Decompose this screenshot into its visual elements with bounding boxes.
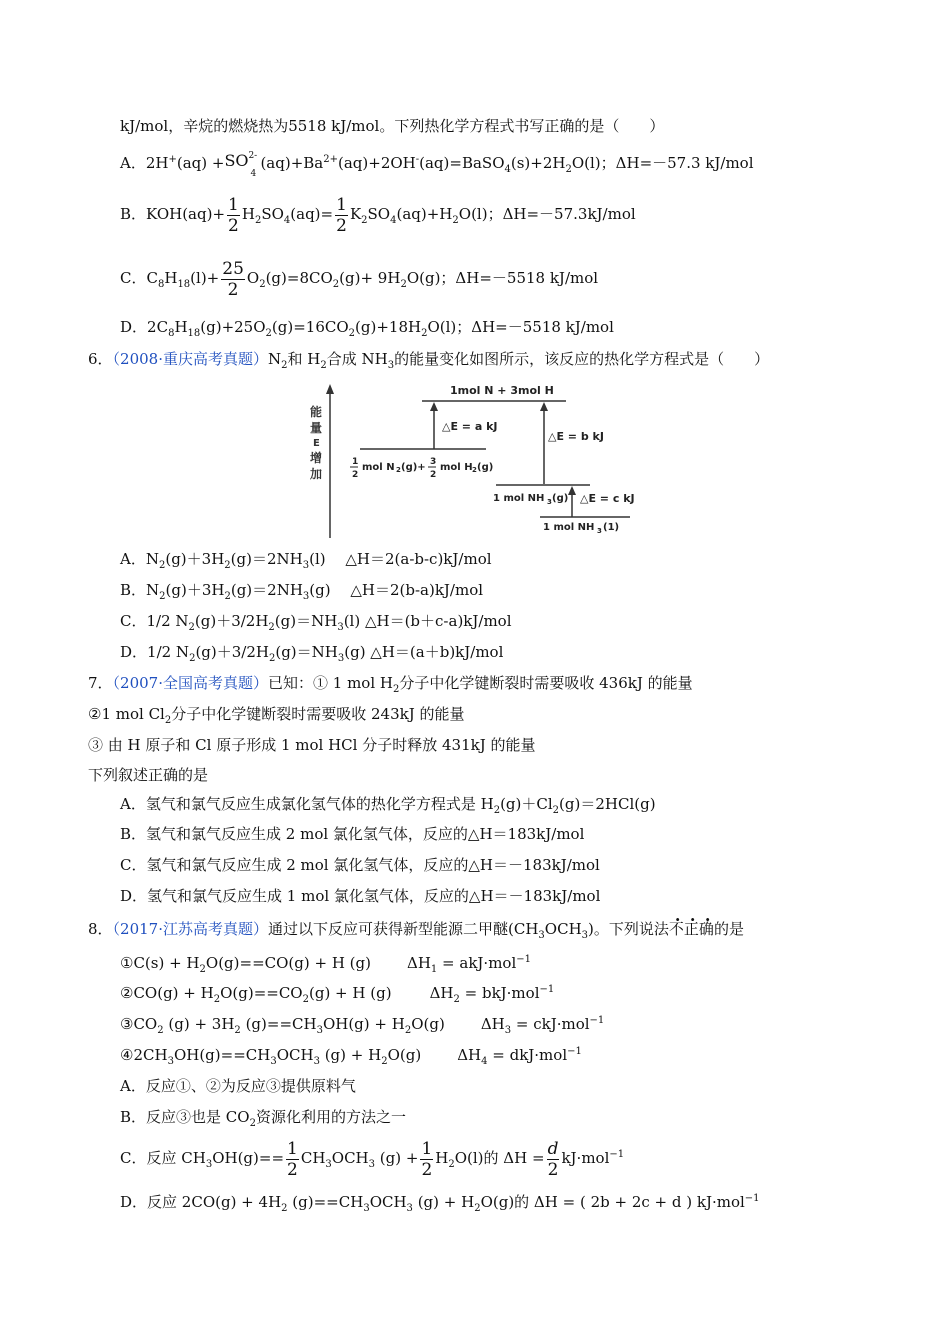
q7-option-a[interactable]: A．氢气和氯气反应生成氯化氢气体的热化学方程式是 $H_2(g)+Cl_2(g)=2HCl(g)$ [120,795,656,816]
q7-line-4: 下列叙述正确的是 [88,766,209,784]
svg-text:2: 2 [472,466,477,474]
q8-option-a[interactable]: A．反应①、②为反应③提供原料气 [120,1077,356,1095]
svg-text:2: 2 [396,466,401,474]
q8-option-b[interactable]: B．反应③也是 $CO_2$资源化利用的方法之一 [120,1108,406,1129]
q6-option-d[interactable]: D．1/2 $N_2(g)+3/2H_2(g)=NH_3(g)$ △H＝(a＋b)kJ/mol [120,643,504,664]
q6-option-a[interactable]: A．$N_2(g)+3H_2(g)=2NH_3(l)$ △H＝2(a-b-c)kJ/mol [120,550,492,571]
q8-reaction-3: $③CO_2$ $(g) + 3H_2$ $(g)==CH_3OH(g) + H_2O(g) \Delta H_3 = ckJ\cdot mol^{-1}$ [120,1015,605,1036]
q5-option-d[interactable]: D．$2C_8H_{18}(g)+25O_2(g)=16CO_2(g)+18H_2O(l)$；ΔH=－5518 kJ/mol [120,318,614,339]
q7-line-3: ③ 由 H 原子和 Cl 原子形成 1 mol HCl 分子时释放 431kJ 的能量 [88,736,536,754]
q8-reaction-1: ①C(s) + $H_2O(g)==CO(g) + H$ (g) $\Delta H_1 = akJ\cdot mol^{-1}$ [120,954,532,975]
emphasis-char: 正 [683,920,699,938]
axis-label-5: 加 [310,467,323,481]
delta-e-c: △E = c kJ [580,492,635,505]
q8-option-d[interactable]: D．反应 $2CO(g) + 4H_2$ $(g)==CH_3OCH_3$ $(g) + H_2O(g)$的 ΔH = ( 2b + 2c + d ) kJ·mol$^{-1}$ [120,1193,760,1214]
energy-diagram [300,378,650,540]
emphasis-char: 确 [698,920,714,938]
fraction: $\frac{25}{2}$ [222,258,244,300]
q5-option-b[interactable]: B．KOH(aq)+ $\frac{1}{2}$ $H_2SO_4(aq)=$ $\frac{1}{2}$ $K_2SO_4(aq)+H_2O(l)$；ΔH=－57.3kJ/mol [120,194,636,236]
svg-text:2: 2 [430,470,437,480]
axis-label-3: E [313,438,320,449]
axis-label-2: 量 [310,421,323,435]
source-tag: （2017·江苏高考真题） [112,920,268,938]
intro-line: kJ/mol，辛烷的燃烧热为5518 kJ/mol。下列热化学方程式书写正确的是（ ） [120,117,665,135]
svg-text:mol H: mol H [440,462,473,473]
q7-line-2: ②1 mol $Cl_2$分子中化学键断裂时需要吸收 243kJ 的能量 [88,705,465,726]
svg-text:2: 2 [352,470,359,480]
svg-text:3: 3 [597,527,602,535]
q8-option-c[interactable]: C．反应 $CH_3OH(g)==$ $\frac{1}{2}$ $CH_3OCH_3$ (g) + $\frac{1}{2}$ $H_2O(l)$的 ΔH = $\frac{d}{2}$ kJ·mol$^{-1}$ [120,1138,625,1180]
q7-option-d[interactable]: D．氢气和氯气反应生成 1 mol 氯化氢气体，反应的△H＝－183kJ/mol [120,887,601,905]
nh3-gas-label: 1 mol NH [493,493,545,504]
svg-text:(1): (1) [603,522,620,533]
axis-label-1: 能 [310,405,323,419]
q6-option-c[interactable]: C．1/2 $N_2(g)+3/2H_2(g)=NH_3(l)$ △H＝(b＋c-a)kJ/mol [120,612,512,633]
svg-text:mol N: mol N [362,462,395,473]
fraction: $\frac{1}{2}$ [421,1138,433,1180]
sulfate-ion: SO 2- 4 [224,151,258,179]
delta-e-a: △E = a kJ [442,420,498,433]
fraction: $\frac{d}{2}$ [547,1138,559,1180]
q7-option-c[interactable]: C．氢气和氯气反应生成 2 mol 氯化氢气体，反应的△H＝－183kJ/mol [120,856,600,874]
q8-reaction-2: ②CO(g) + $H_2O(g)==CO_2(g) + H$ (g) $\Delta H_2 = bkJ\cdot mol^{-1}$ [120,984,555,1005]
fraction: $\frac{1}{2}$ [287,1138,298,1180]
source-tag: （2007·全国高考真题） [112,674,268,692]
fraction: $\frac{1}{2}$ [336,194,347,236]
svg-text:(g)+: (g)+ [401,462,426,473]
q5-option-c[interactable]: C．$C_8H_{18}(l)+$ $\frac{25}{2}$ $O_2(g)=8CO_2(g)+ 9H_2O(g)$；ΔH=－5518 kJ/mol [120,258,599,300]
svg-text:(g): (g) [552,493,569,504]
energy-axis-arrowhead [326,384,334,394]
energy-diagram-svg [300,378,650,540]
source-tag: （2008·重庆高考真题） [112,350,268,368]
svg-text:3: 3 [430,457,437,467]
svg-text:1: 1 [352,457,359,467]
q7-option-b[interactable]: B．氢气和氯气反应生成 2 mol 氯化氢气体，反应的△H＝183kJ/mol [120,825,585,843]
delta-e-b: △E = b kJ [548,430,604,443]
q6-stem: 6．（2008·重庆高考真题）$N_2$和 $H_2$合成 $NH_3$的能量变化如图所示，该反应的热化学方程式是（ ） [88,350,770,371]
q6-option-b[interactable]: B．$N_2(g)+3H_2(g)=2NH_3(g)$ △H＝2(b-a)kJ/mol [120,581,484,602]
svg-text:(g): (g) [477,462,494,473]
q8-stem: 8．（2017·江苏高考真题）通过以下反应可获得新型能源二甲醚$(CH_3OCH_3)$。下列说法不正确的是 [88,920,744,941]
fraction: $\frac{1}{2}$ [228,194,239,236]
svg-text:3: 3 [547,498,552,506]
q7-stem: 7．（2007·全国高考真题）已知：① 1 mol $H_2$分子中化学键断裂时需要吸收 436kJ 的能量 [88,674,693,695]
q5-option-a[interactable]: A．2H+(aq) + SO 2- 4 $(aq)+Ba^{2+}(aq)+2OH^-(aq)=BaSO_4(s)+2H_2O(l)$；ΔH=－57.3 kJ/mol [120,151,754,179]
nh3-liquid-label: 1 mol NH [543,522,595,533]
top-level-label: 1mol N + 3mol H [450,384,554,397]
q8-reaction-4: $④2CH_3OH(g)==CH_3OCH_3$ $(g) + H_2O(g) \Delta H_4 = dkJ\cdot mol^{-1}$ [120,1046,582,1067]
axis-label-4: 增 [310,451,323,465]
emphasis-char: 不 [668,920,684,938]
